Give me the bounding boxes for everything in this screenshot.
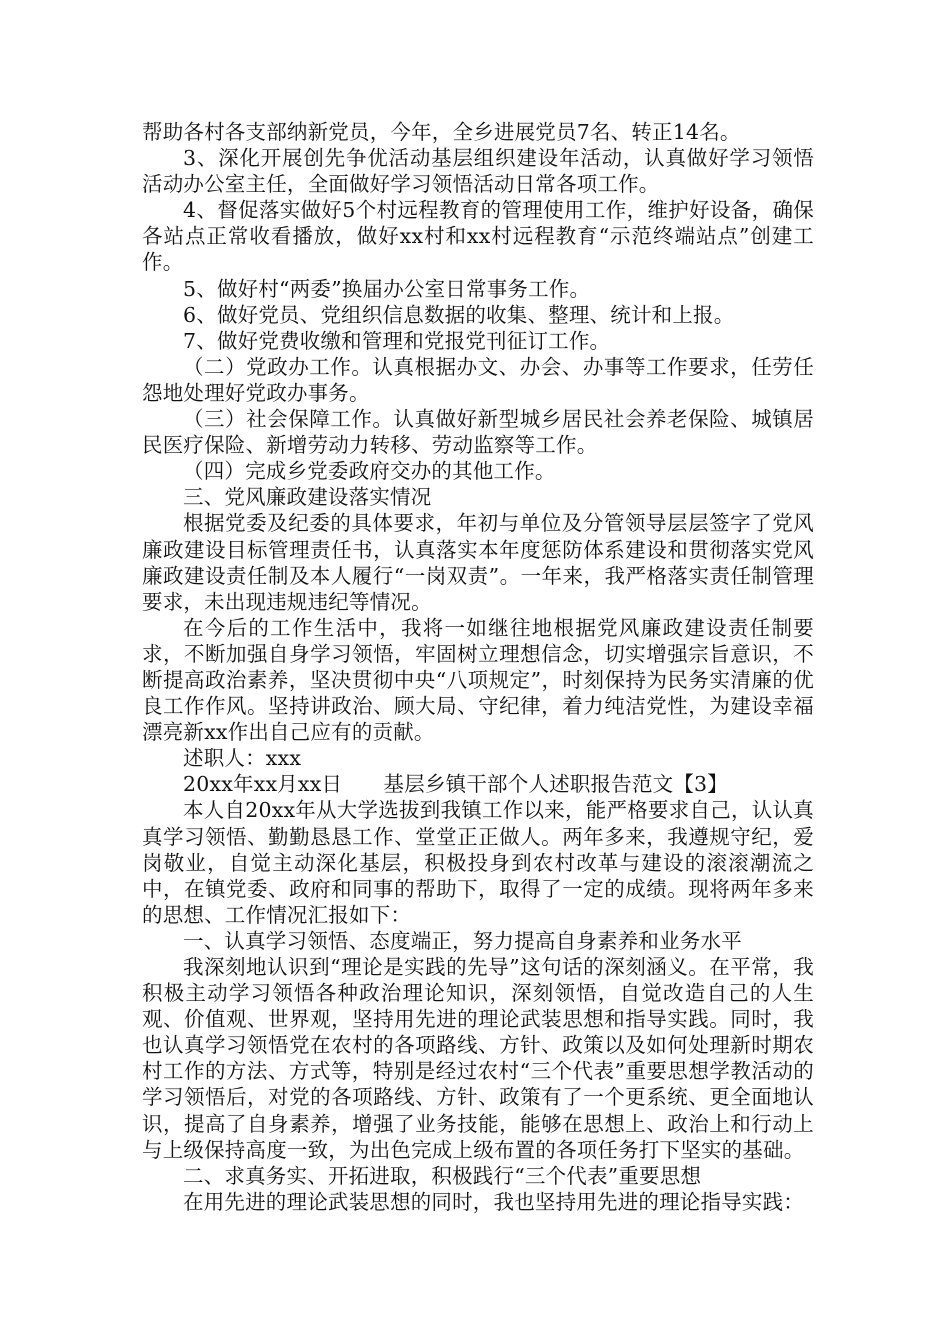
document-page: [142, 119, 814, 1215]
paragraph: 4、督促落实做好5个村远程教育的管理使用工作，维护好设备，确保各站点正常收看播放，做好xx村和xx村远程教育“示范终端站点”创建工作。: [142, 198, 814, 275]
paragraph: 述职人：xxx: [183, 746, 302, 771]
paragraph: 在今后的工作生活中，我将一如继往地根据党风廉政建设责任制要求，不断加强自身学习领悟，牢固树立理想信念，切实增强宗旨意识，不断提高政治素养，坚决贯彻中央“八项规定”，时刻保持为民务实清廉的优良工作作风。坚持讲政治、顾大局、守纪律，着力纯洁党性，为建设幸福漂亮新xx作出自己应有的贡献。: [142, 615, 814, 745]
paragraph: 5、做好村“两委”换届办公室日常事务工作。: [183, 276, 591, 301]
paragraph: 我深刻地认识到“理论是实践的先导”这句话的深刻涵义。在平常，我积极主动学习领悟各种政治理论知识，深刻领悟，自觉改造自己的人生观、价值观、世界观，坚持用先进的理论武装思想和指导实践。同时，我也认真学习领悟党在农村的各项路线、方针、政策以及如何处理新时期农村工作的方法、方式等，特别是经过农村“三个代表”重要思想学教活动的学习领悟后，对党的各项路线、方针、政策有了一个更系统、更全面地认识，提高了自身素养，增强了业务技能，能够在思想上、政治上和行动上与上级保持高度一致，为出色完成上级布置的各项任务打下坚实的基础。: [142, 955, 814, 1162]
paragraph: 在用先进的理论武装思想的同时，我也坚持用先进的理论指导实践：: [183, 1189, 804, 1214]
paragraph: 3、深化开展创先争优活动基层组织建设年活动，认真做好学习领悟活动办公室主任，全面做好学习领悟活动日常各项工作。: [142, 146, 814, 197]
paragraph: （三）社会保障工作。认真做好新型城乡居民社会养老保险、城镇居民医疗保险、新增劳动力转移、劳动监察等工作。: [142, 407, 814, 458]
paragraph: 根据党委及纪委的具体要求，年初与单位及分管领导层层签字了党风廉政建设目标管理责任书，认真落实本年度惩防体系建设和贯彻落实党风廉政建设责任制及本人履行“一岗双责”。一年来，我严格落实责任制管理要求，未出现违规违纪等情况。: [142, 511, 814, 614]
paragraph: 二、求真务实、开拓进取，积极践行“三个代表”重要思想: [183, 1163, 702, 1188]
paragraph: 三、党风廉政建设落实情况: [183, 485, 432, 510]
paragraph: 本人自20xx年从大学选拔到我镇工作以来，能严格要求自己，认认真真学习领悟、勤勤恳恳工作、堂堂正正做人。两年多来，我遵规守纪，爱岗敬业，自觉主动深化基层，积极投身到农村改革与建设的滚滚潮流之中，在镇党委、政府和同事的帮助下，取得了一定的成绩。现将两年多来的思想、工作情况汇报如下：: [142, 798, 814, 927]
paragraph: 帮助各村各支部纳新党员，今年，全乡进展党员7名、转正14名。: [142, 120, 741, 144]
paragraph: （二）党政办工作。认真根据办文、办会、办事等工作要求，任劳任怨地处理好党政办事务。: [142, 354, 814, 405]
paragraph: 20xx年xx月xx日 基层乡镇干部个人述职报告范文【3】: [183, 772, 728, 797]
paragraph: 6、做好党员、党组织信息数据的收集、整理、统计和上报。: [183, 302, 735, 327]
paragraph: 一、认真学习领悟、态度端正，努力提高自身素养和业务水平: [183, 928, 742, 953]
paragraph: 7、做好党费收缴和管理和党报党刊征订工作。: [183, 328, 611, 353]
paragraph: （四）完成乡党委政府交办的其他工作。: [183, 459, 556, 484]
